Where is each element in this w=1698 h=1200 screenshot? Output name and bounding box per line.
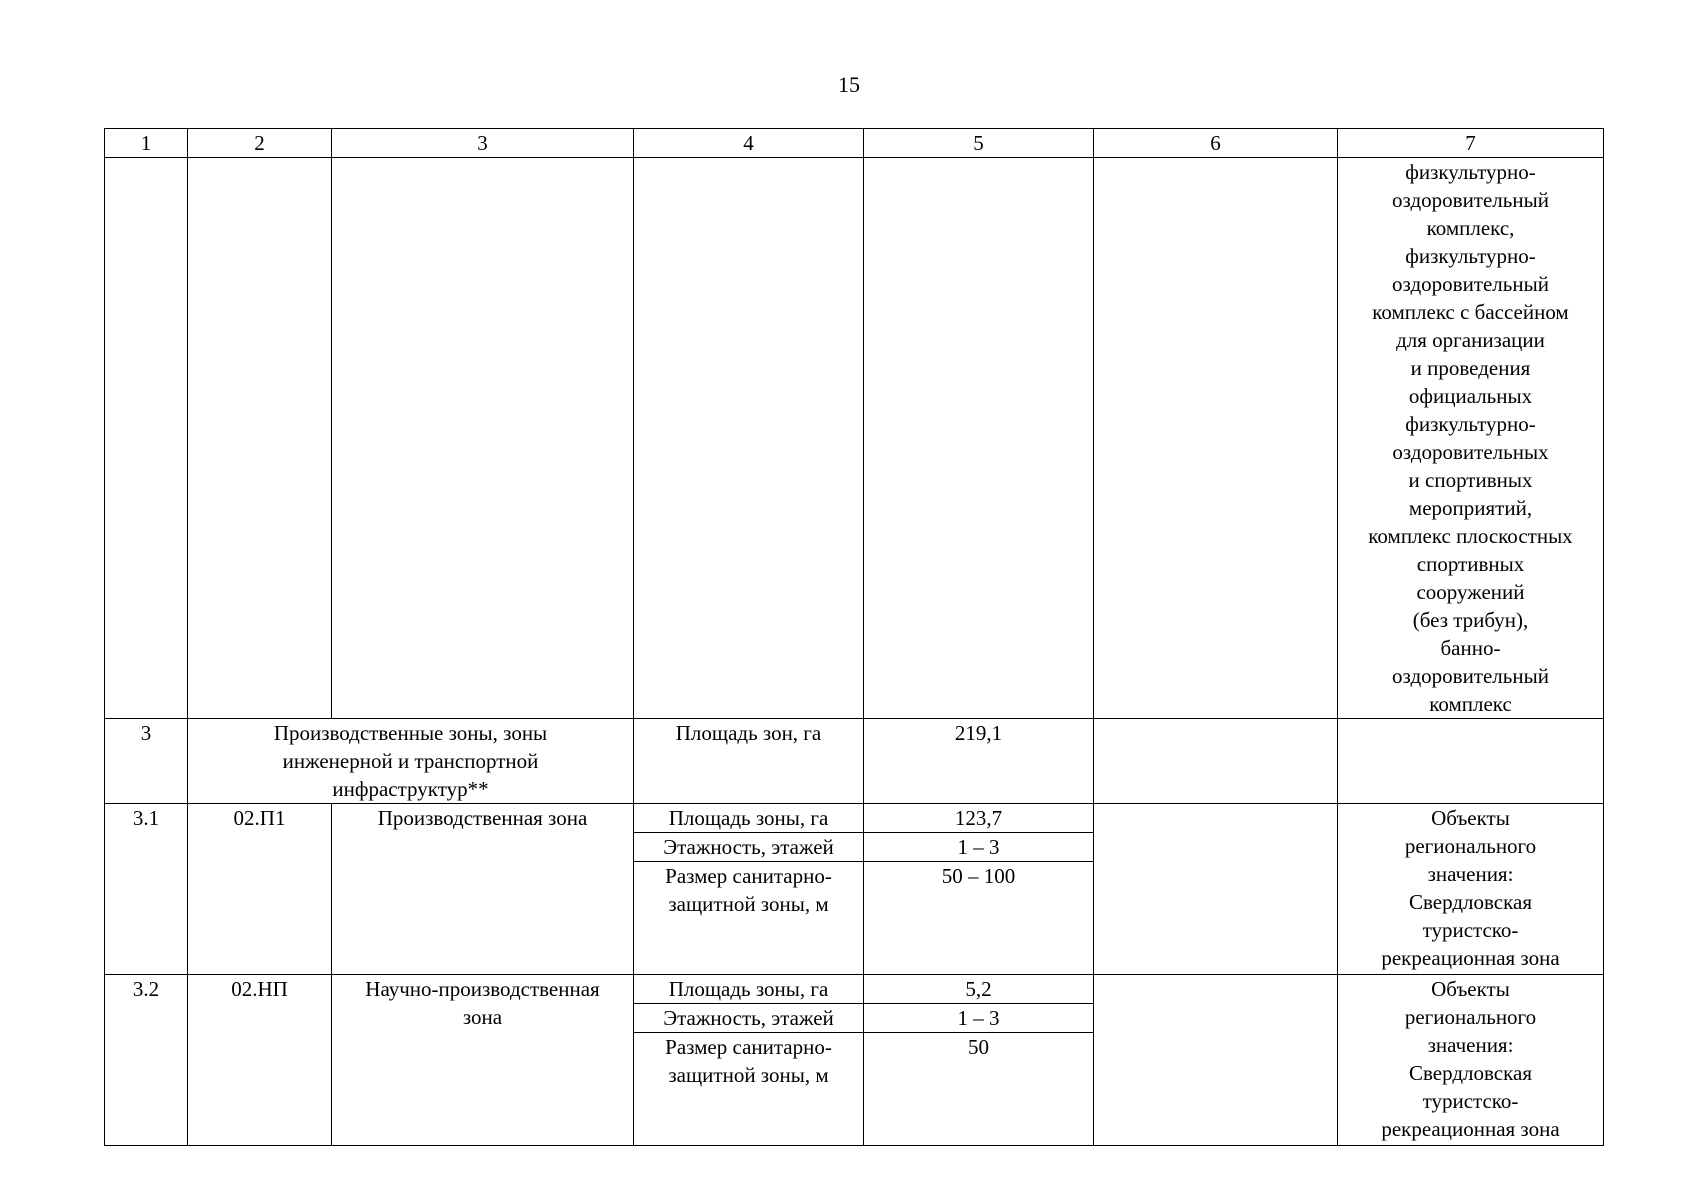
column-number: 3	[332, 129, 634, 158]
param-label: Площадь зон, га	[634, 719, 864, 804]
table-row-3	[105, 719, 1604, 804]
table-cell	[1094, 804, 1338, 975]
column-number-row	[105, 129, 1604, 158]
row-number: 3	[105, 719, 188, 804]
table-cell	[188, 158, 332, 719]
table-cell	[332, 158, 634, 719]
param-value: 5,2	[864, 975, 1094, 1004]
table-cell	[105, 158, 188, 719]
column-number: 7	[1338, 129, 1604, 158]
param-label: Площадь зоны, га	[634, 804, 864, 833]
column-number: 5	[864, 129, 1094, 158]
continuation-row	[105, 158, 1604, 719]
param-label: Размер санитарно- защитной зоны, м	[634, 1033, 864, 1146]
table-cell	[1094, 975, 1338, 1146]
table-cell	[1094, 719, 1338, 804]
column-number: 1	[105, 129, 188, 158]
column-number: 4	[634, 129, 864, 158]
column-number: 6	[1094, 129, 1338, 158]
objects-cell: Объекты регионального значения: Свердловская туристско- рекреационная зона	[1338, 804, 1604, 975]
param-value: 1 – 3	[864, 1004, 1094, 1033]
zone-group-name: Производственные зоны, зоны инженерной и транспортной инфраструктур**	[188, 719, 634, 804]
param-value: 123,7	[864, 804, 1094, 833]
zone-code: 02.П1	[188, 804, 332, 975]
table-cell	[864, 158, 1094, 719]
page-number: 15	[838, 72, 860, 97]
column-number: 2	[188, 129, 332, 158]
zone-code: 02.НП	[188, 975, 332, 1146]
param-value: 219,1	[864, 719, 1094, 804]
table-cell	[1338, 719, 1604, 804]
table-row-3-2	[105, 975, 1604, 1004]
row-number: 3.1	[105, 804, 188, 975]
param-label: Размер санитарно- защитной зоны, м	[634, 862, 864, 975]
table-cell	[1094, 158, 1338, 719]
table-row-3-1	[105, 804, 1604, 833]
zone-name: Научно-производственная зона	[332, 975, 634, 1146]
param-value: 50	[864, 1033, 1094, 1146]
zones-table	[104, 128, 1604, 1146]
objects-cell: физкультурно- оздоровительный комплекс, физкультурно- оздоровительный комплекс с бассейном для организации и проведения официальных физкультурно- оздоровительных и спортивных мероприятий, комплекс плоскостных спортивных сооружений (без трибун), банно- оздоровительный комплекс	[1338, 158, 1604, 719]
row-number: 3.2	[105, 975, 188, 1146]
zone-name: Производственная зона	[332, 804, 634, 975]
objects-cell: Объекты регионального значения: Свердловская туристско- рекреационная зона	[1338, 975, 1604, 1146]
param-label: Этажность, этажей	[634, 833, 864, 862]
param-value: 1 – 3	[864, 833, 1094, 862]
param-label: Этажность, этажей	[634, 1004, 864, 1033]
param-label: Площадь зоны, га	[634, 975, 864, 1004]
table-cell	[634, 158, 864, 719]
param-value: 50 – 100	[864, 862, 1094, 975]
